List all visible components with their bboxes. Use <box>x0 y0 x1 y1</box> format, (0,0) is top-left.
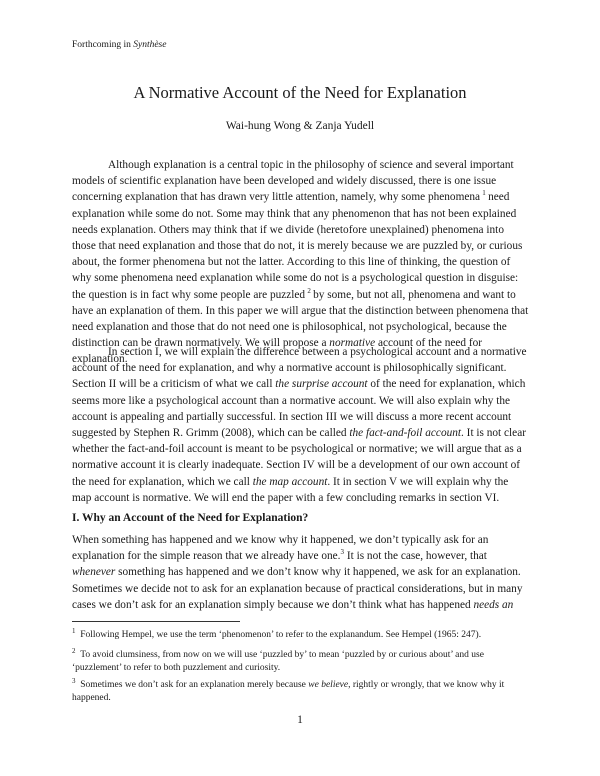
running-header <box>72 40 166 50</box>
outline-text-2: of the need for explanation, which seems more like a psychological account than a normative account. We will also explain why the account is appealing and partially successful. In section III we will discuss a more recent account suggested by Stephen R. Grimm (2008), which can be called <box>72 378 526 440</box>
section-heading: I. Why an Account of the Need for Explanation? <box>72 512 309 524</box>
footnote-text-3a: Sometimes we don’t ask for an explanation merely because <box>80 680 306 690</box>
abstract-text-4: account of the need for explanation. <box>72 337 483 366</box>
outline-text-3: . It is not clear whether the fact-and-foil account is meant to be psychological or normative; we will argue that as a normative account it is clearly inadequate. Section IV will be a development of our own account of the need for explanation, which we call <box>72 427 526 488</box>
header-journal: Synthèse <box>133 40 167 50</box>
outline-emphasis-2: the fact-and-foil account <box>349 427 462 440</box>
footnote-divider <box>72 621 240 622</box>
abstract-text-1: Although explanation is a central topic in the philosophy of science and several important models of scientific explanation have been developed and widely discussed, there is one issue concerning explanation that has drawn very little attention, namely, why some phenomena <box>72 159 514 204</box>
footnote-mark-3: 3 <box>72 676 76 685</box>
footnote-mark-2: 2 <box>72 646 76 655</box>
abstract-text-3: by some, but not all, phenomena and want to have an explanation of them. In this paper we will argue that the distinction between phenomena that need explanation and those that do not need one is philosophical, not psychological, because the distinction can be drawn normatively. We will propose a <box>72 288 529 350</box>
footnote-text-1: Following Hempel, we use the term ‘phenomenon’ to refer to the explanandum. See Hempel (1965: 247). <box>80 630 482 640</box>
section-emphasis-2: needs an <box>473 598 514 611</box>
outline-paragraph <box>72 344 530 506</box>
footnote-text-3b: , rightly or wrongly, that we know why it happened. <box>72 680 505 703</box>
footnote-mark-1: 1 <box>72 626 76 635</box>
outline-text-1: In section I, we will explain the difference between a psychological account and a normative account of the need for explanation, and why a normative account is philosophically significant. Section II will be a criticism of what we call <box>72 346 527 391</box>
paper-authors: Wai-hung Wong & Zanja Yudell <box>225 120 375 132</box>
footnote-text-2: To avoid clumsiness, from now on we will use ‘puzzled by’ to mean ‘puzzled by or curious about’ and use ‘puzzlement’ to refer to both puzzlement and curiosity. <box>72 650 484 673</box>
page-number: 1 <box>297 714 303 726</box>
section-text-2: It is not the case, however, that <box>346 550 487 563</box>
footnote-ref-3[interactable]: 3 <box>340 548 345 557</box>
outline-emphasis-3: the map account <box>252 475 328 488</box>
footnote-1 <box>72 626 530 642</box>
abstract-paragraph <box>72 157 530 368</box>
section-text-1: When something has happened and we know why it happened, we don’t typically ask for an explanation for the simple reason that we already have one. <box>72 534 489 563</box>
abstract-text-2: need explanation while some do not. Some may think that any phenomenon that has not been explained needs explanation. Others may think that if we divide (heretofore unexplained) phenomena into those that need explanation and those that do not, it is merely because we are puzzled by, or curious about, the former phenomena but not the latter. According to this line of thinking, the question of why some phenomena need explanation while some do not is a psychological question in disguise: the question is in fact why some people are puzzled <box>72 191 523 301</box>
section-paragraph <box>72 532 530 613</box>
footnote-3 <box>72 676 530 705</box>
outline-text-4: . It in section V we will explain why the map account is normative. We will end the paper with a few concluding remarks in section VI. <box>72 475 509 504</box>
footnote-ref-1[interactable]: 1 <box>482 189 486 198</box>
section-emphasis-1: whenever <box>72 566 116 579</box>
header-prefix: Forthcoming in <box>72 40 131 50</box>
paper-title: A Normative Account of the Need for Explanation <box>133 83 467 102</box>
abstract-emphasis: normative <box>329 337 376 350</box>
footnote-emphasis-3: we believe <box>308 680 349 690</box>
footnote-ref-2[interactable]: 2 <box>307 286 311 295</box>
section-text-3: something has happened and we don’t know why it happened, we ask for an explanation. Sometimes we decide not to ask for an explanation because of practical considerations, but in many cases we don’t ask for an explanation simply because we don’t think what has happened <box>72 566 523 611</box>
outline-emphasis-1: the surprise account <box>275 378 368 391</box>
footnote-2 <box>72 646 530 675</box>
